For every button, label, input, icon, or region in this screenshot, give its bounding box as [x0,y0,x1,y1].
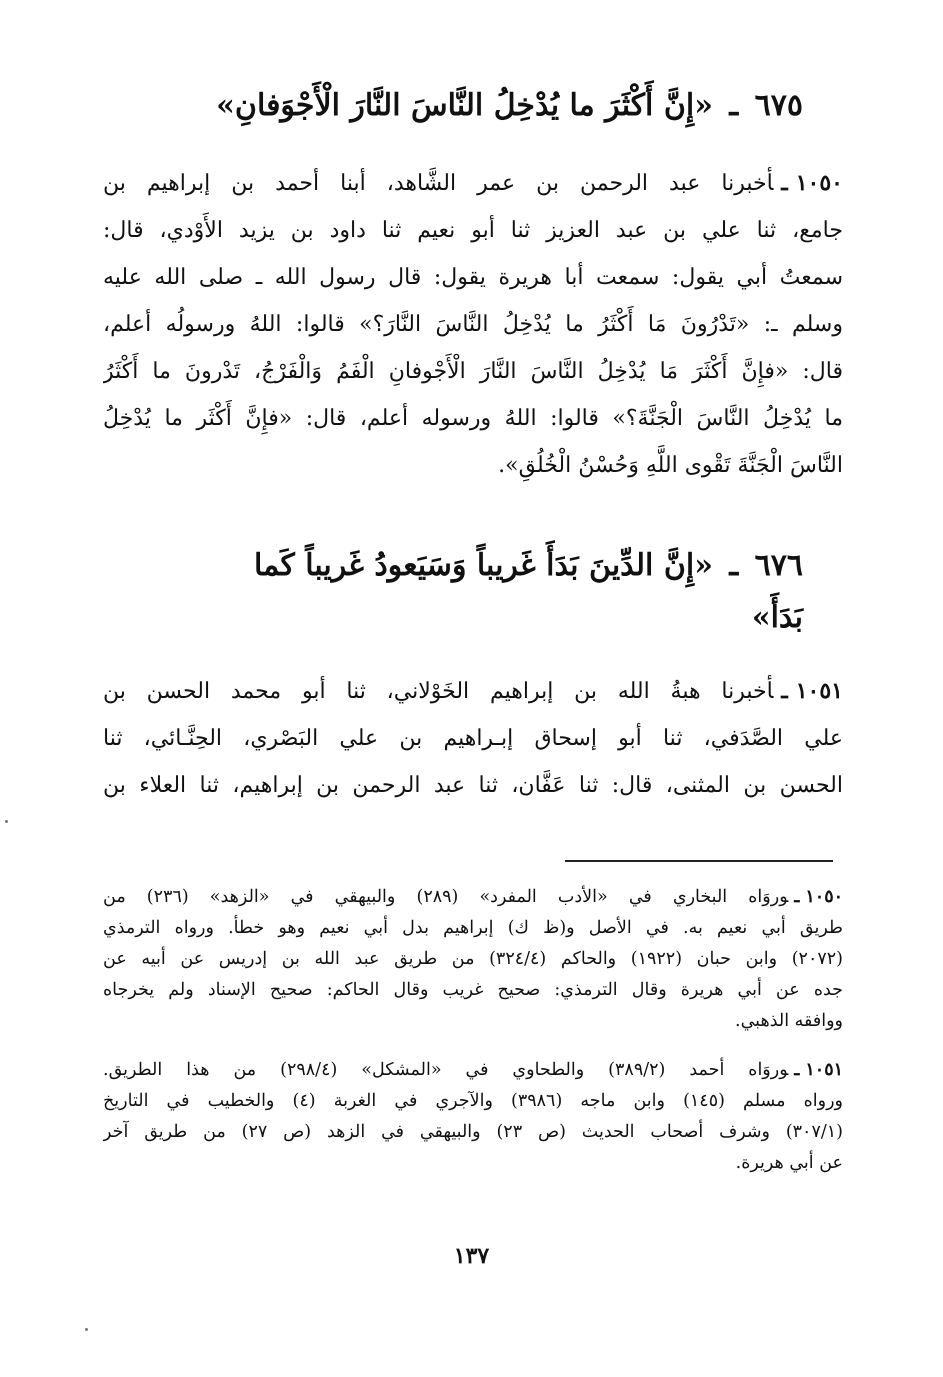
hadith-1051-number: ١٠٥١ [795,678,843,704]
hadith-1050-line-5: قال: «فإِنَّ أَكْثَرَ مَا يُدْخِلُ النَّاسَ النَّارَ الْأَجْوفانِ الْفَمُ وَالْفَرْجُ، تَدْرونَ ما أَكْثَرُ [103,359,843,384]
heading-675-number: ٦٧٥ [754,88,803,123]
hadith-1050-line-1: أخبرنا عبد الرحمن بن عمر الشَّاهد، أبنا أحمد بن إبراهيم بن [103,171,774,196]
hadith-1051-line-1: أخبرنا هبةُ الله بن إبراهيم الخَوْلاني، ثنا أبو محمد الحسن بن [103,679,774,704]
heading-675 [123,80,803,132]
footnote-1051 [103,1055,843,1179]
hadith-1051-line-3: الحسن بن المثنى، قال: ثنا عَفَّان، ثنا عبد الرحمن بن إبراهيم، ثنا العلاء بن [103,773,843,798]
footnote-1051-line [103,1055,843,1086]
footnote-1051-line-3: (٣٠٧/١) وشرف أصحاب الحديث (ص ٢٣) والبيهقي في الزهد (ص ٢٧) من طريق آخر [103,1122,843,1142]
hadith-1051-line-2: علي الصَّدَفي، ثنا أبو إسحاق إبـراهيم بن علي البَصْري، الحِنَّـائي، ثنا [103,726,843,751]
scan-speck [5,820,8,823]
page-number: ١٣٧ [453,1243,490,1269]
heading-676-dash: ـ [729,548,739,583]
footnote-1050-line-4: جده عن أبي هريرة وقال الترمذي: صحيح غريب وقال الحاكم: صحيح الإسناد ولم يخرجاه [103,980,843,1000]
hadith-1050-line [103,160,843,207]
footnote-1050 [103,882,843,1037]
heading-676-text-1: «إِنَّ الدِّينَ بَدَأَ غَريباً وَسَيَعودُ غَريباً كَما [253,548,713,583]
heading-676 [123,540,803,644]
footnote-separator [565,860,833,862]
hadith-1050-line-4: وسلم ـ: «تَدْرُونَ مَا أَكْثَرُ ما يُدْخِلُ النَّاسَ النَّارَ؟» قالوا: اللهُ ورسولُه أعلم، [103,312,843,337]
hadith-1050-number: ١٠٥٠ [795,170,843,196]
footnote-1050-line-3: (٢٠٧٢) وابن حبان (١٩٢٢) والحاكم (٣٢٤/٤) من طريق عبد الله بن إدريس عن أبيه عن [103,949,843,969]
footnote-1050-line [103,882,843,913]
footnote-1050-line-1: وروَاه البخاري في «الأدب المفرد» (٢٨٩) والبيهقي في «الزهد» (٢٣٦) من [103,887,789,907]
hadith-1050-dash: ـ [781,170,788,196]
hadith-1050-line-2: جامع، ثنا علي بن عبد العزيز ثنا أبو نعيم ثنا داود بن يزيد الأَوْدي، قال: [103,218,843,243]
hadith-1050 [103,160,843,489]
footnote-1050-line-2: طريق أبي نعيم به. في الأصل و(ظ ك) إبراهيم بدل أبي نعيم وهو خطأ. ورواه الترمذي [103,918,843,938]
footnote-1050-dash: ـ [794,887,800,907]
footnote-1051-line-1: وروَاه أحمد (٣٨٩/٢) والطحاوي في «المشكل» (٢٩٨/٤) من هذا الطريق. [103,1060,789,1080]
heading-675-dash: ـ [729,88,739,123]
footnote-1051-line-2: ورواه مسلم (١٤٥) وابن ماجه (٣٩٨٦) والآجري في الغربة (٤) والخطيب في التاريخ [103,1091,843,1111]
heading-676-number: ٦٧٦ [754,548,803,583]
hadith-1051 [103,668,843,809]
footnote-1050-line-5: ووافقه الذهبي. [735,1011,843,1031]
heading-676-line-2: بَدَأَ» [751,600,803,635]
hadith-1050-line-7: النَّاسَ الْجَنَّةَ تَقْوى اللَّهِ وَحُسْنُ الْخُلُقِ». [498,453,843,478]
footnote-1051-dash: ـ [794,1060,800,1080]
footnote-1051-number: ١٠٥١ [805,1060,843,1080]
footnote-1050-number: ١٠٥٠ [805,887,843,907]
hadith-1051-dash: ـ [781,678,788,704]
footnotes [103,882,843,1179]
hadith-1050-line-3: سمعتُ أبي يقول: سمعت أبا هريرة يقول: قال رسول الله ـ صلى الله عليه [103,265,843,290]
hadith-1050-line-6: ما يُدْخِلُ النَّاسَ الْجَنَّةَ؟» قالوا: اللهُ ورسوله أعلم، قال: «فإِنَّ أَكْثَر ما يُدْخِلُ [103,406,843,431]
hadith-1051-line [103,668,843,715]
heading-675-text: «إِنَّ أَكْثَرَ ما يُدْخِلُ النَّاسَ النَّارَ الْأَجْوَفانِ» [216,88,713,123]
heading-676-line-1 [123,540,803,592]
footnote-1051-line-4: عن أبي هريرة. [735,1153,843,1173]
scan-speck [85,1328,88,1331]
